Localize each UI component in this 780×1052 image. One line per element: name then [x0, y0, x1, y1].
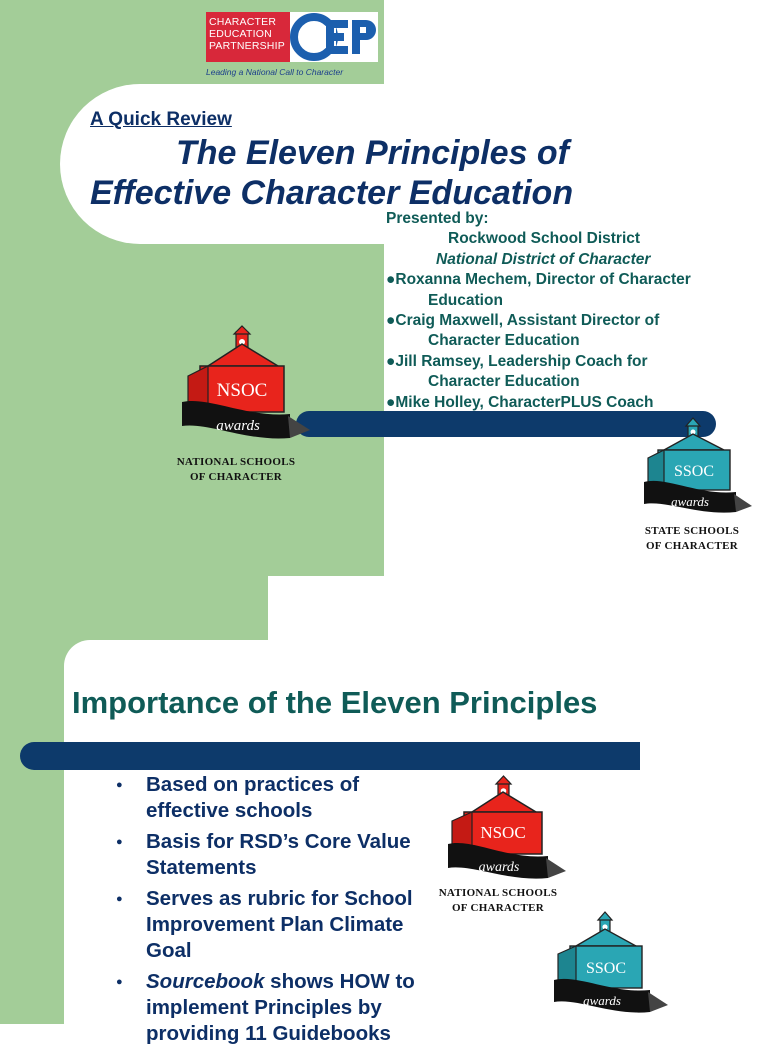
bullet-text: Serves as rubric for School Improvement Plan Climate Goal [146, 887, 413, 962]
presenters-block [386, 209, 756, 413]
nsoc-award-badge [178, 326, 313, 451]
bullet-text: shows HOW to implement Principles by providing 11 Guidebooks [146, 970, 415, 1045]
bullet-lead: Sourcebook [146, 970, 265, 993]
presenter-item: ●Mike Holley, CharacterPLUS Coach [386, 393, 654, 411]
bullet-text: Basis for RSD’s Core Value Statements [146, 830, 411, 879]
cep-logo-mark [290, 12, 378, 62]
presenter-line-cont: Character Education [428, 373, 580, 391]
nsoc-caption [168, 455, 304, 485]
ssoc-banner: awards [671, 494, 709, 509]
nsoc-caption-line: NATIONAL SCHOOLS [438, 887, 558, 899]
cep-logo-wordmark: CHARACTER EDUCATION PARTNERSHIP [206, 12, 290, 62]
presenter-line-cont: Education [428, 291, 503, 309]
ssoc-label: SSOC [585, 960, 627, 977]
bullet-text: Based on practices of effective schools [146, 773, 360, 822]
presented-by-label: Presented by: [386, 210, 489, 227]
ssoc-banner: awards [583, 993, 621, 1008]
district-note: National District of Character [436, 250, 651, 268]
list-item [112, 772, 432, 824]
nsoc-caption-line: OF CHARACTER [189, 471, 283, 483]
title-line-2: Effective Character Education [90, 174, 574, 212]
district-name: Rockwood School District [448, 230, 641, 248]
presenter-item: ●Craig Maxwell, Assistant Director of [386, 312, 660, 330]
cep-logo [206, 12, 378, 80]
presenter-item: ●Jill Ramsey, Leadership Coach for [386, 352, 648, 370]
nsoc-caption-line: OF CHARACTER [451, 902, 545, 914]
principles-bullet-list [112, 772, 432, 1052]
slide2-title: Importance of the Eleven Principles [72, 685, 598, 720]
presenter-line-cont: Character Education [428, 332, 580, 350]
ssoc-caption-line: STATE SCHOOLS [644, 525, 740, 537]
presenter-line: Craig Maxwell, Assistant Director of [395, 312, 660, 330]
ssoc-award-badge [640, 418, 755, 523]
nsoc-banner: awards [478, 860, 520, 875]
nsoc-award-badge [444, 776, 569, 886]
ssoc-caption-line: OF CHARACTER [645, 540, 739, 552]
presenter-line: Jill Ramsey, Leadership Coach for [395, 352, 648, 370]
title-line-1: The Eleven Principles of [176, 134, 570, 172]
list-item [112, 969, 432, 1047]
ssoc-label: SSOC [673, 463, 715, 480]
nsoc-label: NSOC [480, 823, 526, 842]
list-item [112, 886, 432, 964]
ssoc-caption [632, 524, 752, 554]
nsoc-caption-line: NATIONAL SCHOOLS [176, 456, 296, 468]
ssoc-award-badge [550, 912, 670, 1022]
presenter-item: ●Roxanna Mechem, Director of Character [386, 271, 691, 289]
cep-logo-tagline: Leading a National Call to Character [206, 67, 344, 77]
slide2-divider-bar [20, 742, 640, 770]
nsoc-caption [432, 886, 564, 916]
kicker-link[interactable]: A Quick Review [90, 109, 232, 130]
nsoc-banner: awards [216, 418, 260, 434]
nsoc-label: NSOC [216, 380, 268, 401]
presenter-line: Mike Holley, CharacterPLUS Coach [395, 393, 654, 411]
list-item [112, 829, 432, 881]
slide1-title [90, 133, 730, 213]
presenter-line: Roxanna Mechem, Director of Character [395, 271, 691, 289]
